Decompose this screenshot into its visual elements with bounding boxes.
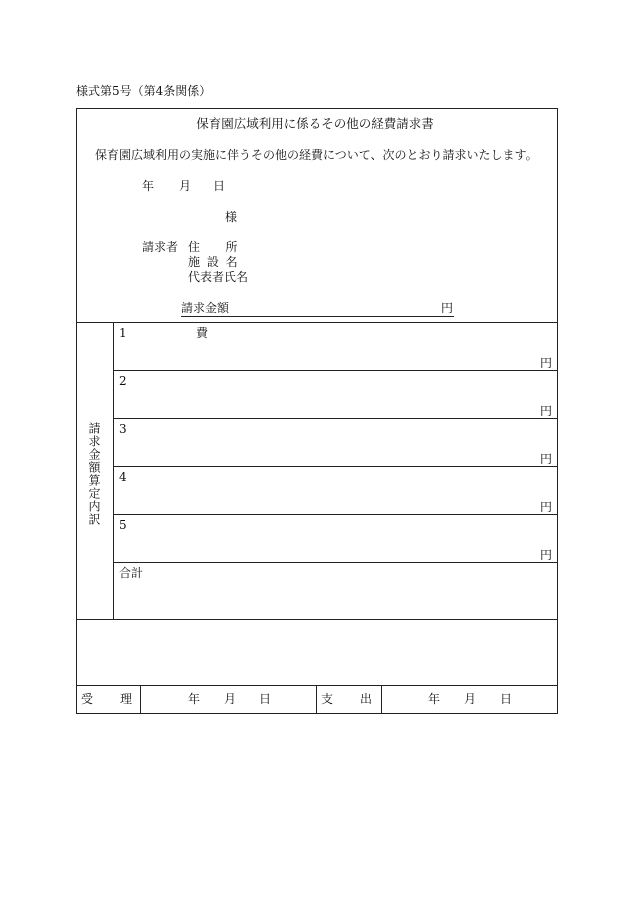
row-divider-3 bbox=[113, 466, 557, 467]
row-divider-4 bbox=[113, 514, 557, 515]
date-year: 年 bbox=[142, 179, 155, 193]
paid-date-year: 年 bbox=[428, 692, 441, 706]
footer-col-divider-2 bbox=[316, 685, 317, 713]
amount-unit: 円 bbox=[441, 301, 454, 315]
received-date-year: 年 bbox=[188, 692, 201, 706]
addressee-suffix: 様 bbox=[225, 210, 238, 224]
remarks-area bbox=[77, 620, 557, 684]
form-title: 保育園広域利用に係るその他の経費請求書 bbox=[196, 116, 434, 131]
total-label: 合計 bbox=[119, 566, 144, 580]
footer-col-divider-1 bbox=[140, 685, 141, 713]
row-number-4: 4 bbox=[119, 470, 127, 484]
paid-date-month: 月 bbox=[464, 692, 477, 706]
row-number-2: 2 bbox=[119, 374, 127, 388]
footer-divider bbox=[77, 685, 557, 686]
amount-underline bbox=[181, 316, 454, 317]
row-label-1: 費 bbox=[196, 326, 209, 340]
row-divider-5 bbox=[113, 562, 557, 563]
header-divider bbox=[77, 322, 557, 323]
row-unit-2: 円 bbox=[540, 404, 553, 418]
received-label: 受 理 bbox=[81, 692, 134, 706]
amount-label: 請求金額 bbox=[181, 301, 230, 315]
paid-label: 支 出 bbox=[321, 692, 374, 706]
row-number-1: 1 bbox=[119, 326, 127, 340]
paid-date-day: 日 bbox=[500, 692, 513, 706]
row-unit-4: 円 bbox=[540, 500, 553, 514]
row-unit-1: 円 bbox=[540, 356, 553, 370]
received-date-day: 日 bbox=[259, 692, 272, 706]
representative-label: 代表者氏名 bbox=[188, 270, 249, 284]
address-label: 住 所 bbox=[188, 240, 239, 254]
breakdown-side-divider bbox=[113, 322, 114, 619]
breakdown-side-label: 請求金額算定内訳 bbox=[87, 422, 101, 526]
intro-text: 保育園広域利用の実施に伴うその他の経費について、次のとおり請求いたします。 bbox=[95, 148, 538, 162]
date-day: 日 bbox=[213, 179, 226, 193]
date-month: 月 bbox=[179, 179, 192, 193]
claimant-label: 請求者 bbox=[142, 240, 179, 254]
received-date-month: 月 bbox=[224, 692, 237, 706]
row-divider-1 bbox=[113, 370, 557, 371]
row-unit-3: 円 bbox=[540, 452, 553, 466]
row-divider-2 bbox=[113, 418, 557, 419]
row-number-5: 5 bbox=[119, 518, 127, 532]
form-number: 様式第5号（第4条関係） bbox=[76, 84, 212, 98]
footer-col-divider-3 bbox=[381, 685, 382, 713]
facility-label: 施 設 名 bbox=[188, 255, 238, 269]
row-unit-5: 円 bbox=[540, 548, 553, 562]
row-number-3: 3 bbox=[119, 422, 127, 436]
